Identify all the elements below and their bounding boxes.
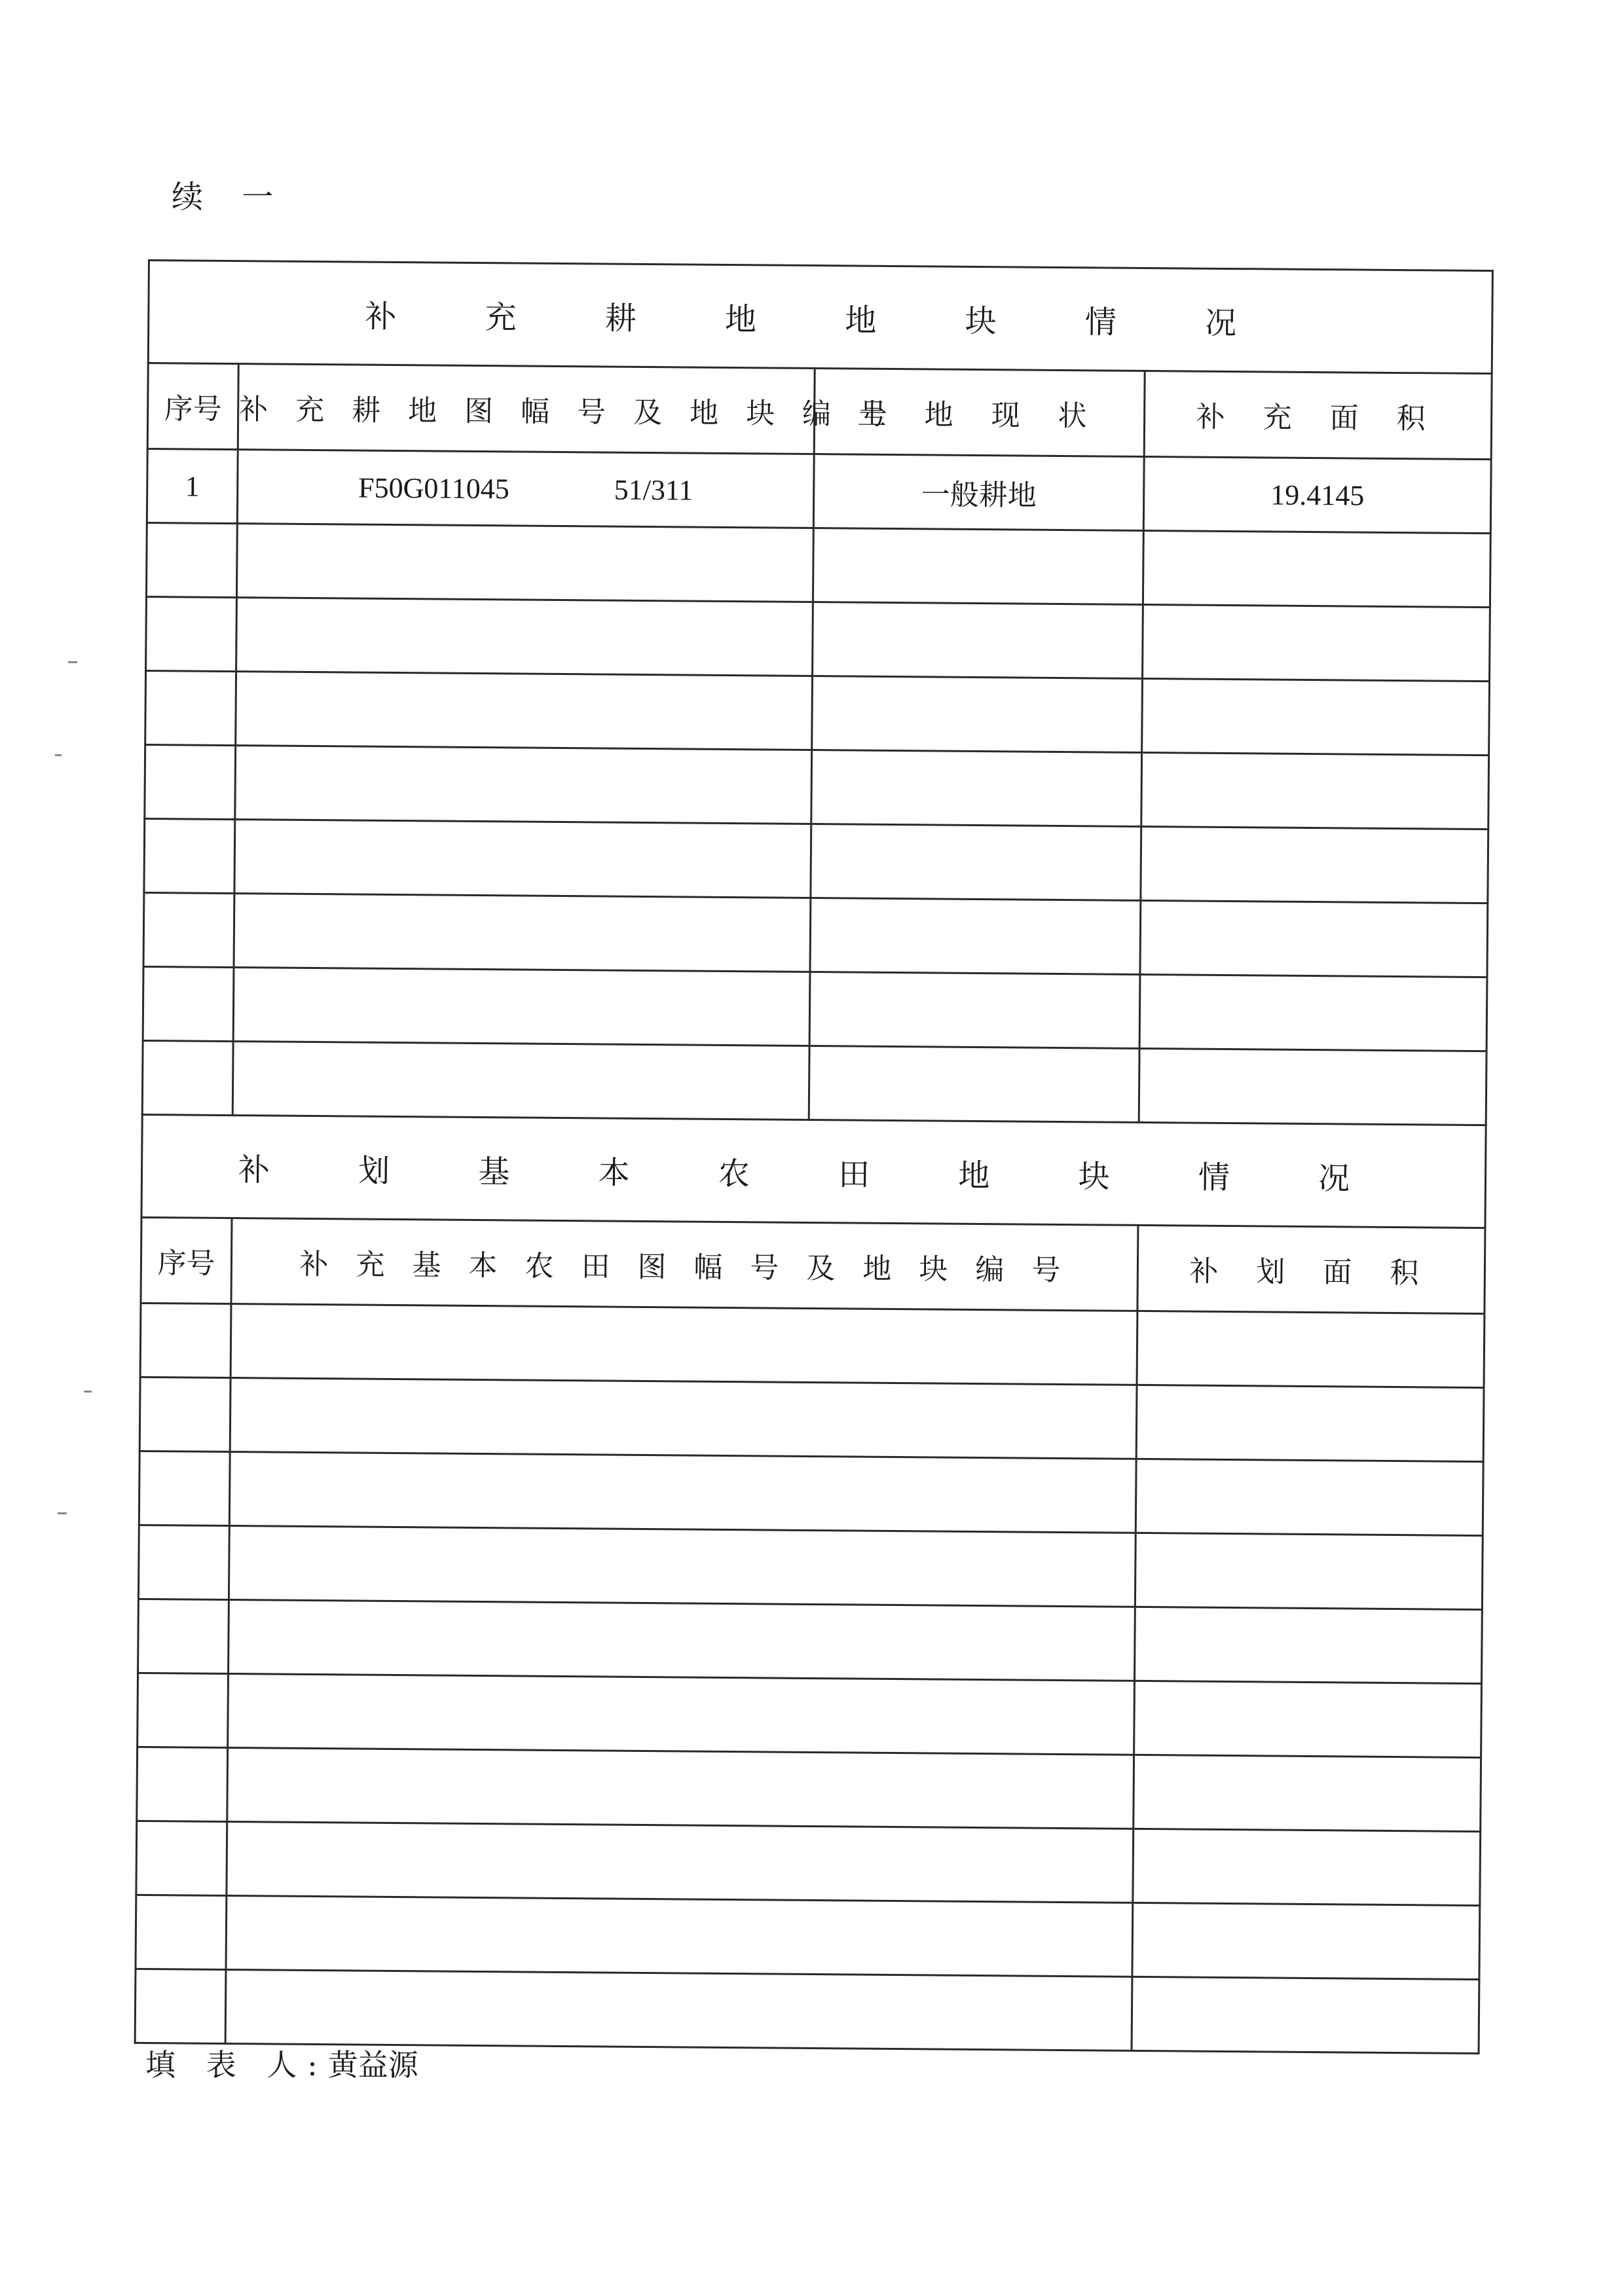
section2-seq-cell (139, 1451, 230, 1525)
section1-sheet-plot-cell (235, 746, 812, 824)
section2-header-sheet-plot: 补 充 基 本 农 田 图 幅 号 及 地 块 编 号 (231, 1218, 1138, 1311)
section1-area-cell (1142, 678, 1490, 755)
section1-status-cell: 一般耕地 (813, 454, 1144, 530)
section2-sheet-plot-cell (230, 1378, 1137, 1459)
section2-header-seq: 序号 (141, 1217, 232, 1303)
section1-area-cell (1141, 752, 1489, 829)
section1-area-cell (1139, 974, 1487, 1051)
section2-seq-cell (140, 1303, 231, 1377)
section2-seq-cell (138, 1599, 229, 1673)
scan-artifact (84, 1391, 92, 1393)
section2-header-area: 补 划 面 积 (1137, 1225, 1485, 1313)
section2-seq-cell (139, 1377, 231, 1451)
form-filler (145, 2041, 418, 2085)
section1-sheet-plot-cell (233, 968, 810, 1046)
section2-sheet-plot-cell (229, 1452, 1136, 1533)
section2-area-cell (1134, 1607, 1482, 1683)
section1-status-cell (811, 750, 1142, 826)
section1-status-cell (812, 676, 1143, 752)
table-row (146, 522, 1490, 607)
section1-area-cell: 19.4145 (1143, 456, 1491, 533)
table-row (145, 670, 1490, 755)
section1-sheet-plot-cell (236, 598, 813, 676)
plot-number: 51/311 (614, 473, 693, 507)
table-row (142, 1040, 1486, 1125)
table-row (137, 1747, 1481, 1831)
section2-sheet-plot-cell (229, 1526, 1135, 1607)
section1-area-cell (1143, 530, 1490, 607)
section1-status-cell (811, 824, 1141, 900)
scan-artifact (68, 661, 77, 663)
section2-sheet-plot-cell (229, 1600, 1135, 1681)
section2-area-cell (1136, 1385, 1484, 1461)
section1-header-status: 土 地 现 状 (814, 369, 1145, 457)
table-row (136, 1821, 1481, 1905)
section1-sheet-plot-cell (234, 820, 811, 898)
section2-title-row (141, 1114, 1486, 1228)
section2-seq-cell (136, 1821, 227, 1895)
section2-sheet-plot-cell (227, 1822, 1134, 1903)
section1-seq-cell (146, 522, 237, 597)
section2-seq-cell (137, 1747, 228, 1821)
section1-status-cell (813, 602, 1143, 678)
section1-area-cell (1141, 826, 1488, 903)
section1-sheet-plot-cell (234, 894, 811, 972)
table-row (145, 744, 1489, 829)
section1-title: 补 充 耕 地 地 块 情 况 (148, 261, 1492, 374)
section2-sheet-plot-cell (226, 1896, 1133, 1977)
section1-seq-cell (145, 744, 236, 819)
section1-status-cell (813, 528, 1143, 604)
table-row (146, 596, 1490, 681)
section1-status-cell (810, 898, 1141, 974)
section2-area-cell (1134, 1755, 1481, 1831)
table-row (139, 1377, 1484, 1461)
section1-seq-cell (144, 818, 235, 893)
table-row (138, 1599, 1483, 1683)
table-row (139, 1451, 1483, 1535)
section2-sheet-plot-cell (231, 1304, 1137, 1385)
section2-area-cell (1132, 1903, 1480, 1979)
section1-sheet-plot-cell (236, 524, 813, 602)
section1-area-cell (1139, 1048, 1486, 1125)
plot-form-table (134, 259, 1494, 2054)
section2-area-cell (1133, 1829, 1481, 1905)
section1-seq-cell (146, 596, 237, 671)
section1-sheet-plot-cell (236, 672, 813, 750)
table-row (140, 1303, 1485, 1387)
section2-sheet-plot-cell (228, 1674, 1135, 1755)
section1-status-cell (809, 1046, 1139, 1122)
section1-header-area: 补 充 面 积 (1144, 371, 1492, 459)
section2-area-cell (1137, 1311, 1485, 1387)
page-label: 续 一 (172, 179, 288, 215)
section1-seq-cell (143, 892, 234, 967)
section1-sheet-plot-cell (232, 1042, 809, 1120)
sheet-number: F50G011045 (358, 471, 509, 505)
section1-header-row (147, 363, 1492, 460)
section1-header-seq: 序号 (147, 363, 238, 450)
section2-area-cell (1132, 1977, 1479, 2053)
section2-sheet-plot-cell (225, 1970, 1132, 2051)
section1-header-sheet-plot: 补 充 耕 地 图 幅 号 及 地 块 编 号 (238, 364, 815, 454)
section1-sheet-plot-cell (237, 450, 814, 528)
scan-artifact (58, 1512, 67, 1514)
section1-seq-cell (142, 1040, 233, 1115)
filler-label: 填 表 人: (145, 2047, 328, 2083)
section2-seq-cell (138, 1673, 229, 1747)
scan-artifact (55, 754, 62, 756)
section2-seq-cell (135, 1969, 226, 2043)
table-row (138, 1673, 1482, 1757)
table-row (143, 966, 1487, 1051)
section2-area-cell (1135, 1459, 1483, 1535)
section1-status-cell (809, 972, 1140, 1048)
section1-seq-cell: 1 (147, 449, 238, 524)
section1-seq-cell (145, 670, 236, 745)
section1-title-row (148, 261, 1492, 374)
table-row (144, 818, 1488, 903)
table-row (143, 892, 1488, 977)
section1-seq-cell (143, 966, 234, 1041)
section2-seq-cell (136, 1895, 227, 1969)
section1-area-cell (1143, 604, 1490, 681)
table-row (138, 1525, 1483, 1609)
section2-area-cell (1134, 1681, 1482, 1757)
table-row (136, 1895, 1480, 1979)
section2-header-row (141, 1217, 1485, 1313)
section2-area-cell (1135, 1533, 1483, 1609)
section2-title: 补 划 基 本 农 田 地 块 情 况 (141, 1114, 1486, 1228)
section2-seq-cell (138, 1525, 229, 1599)
filler-name: 黄益源 (327, 2047, 418, 2083)
section2-sheet-plot-cell (227, 1748, 1134, 1829)
section1-area-cell (1140, 900, 1488, 977)
table-row (147, 449, 1491, 534)
